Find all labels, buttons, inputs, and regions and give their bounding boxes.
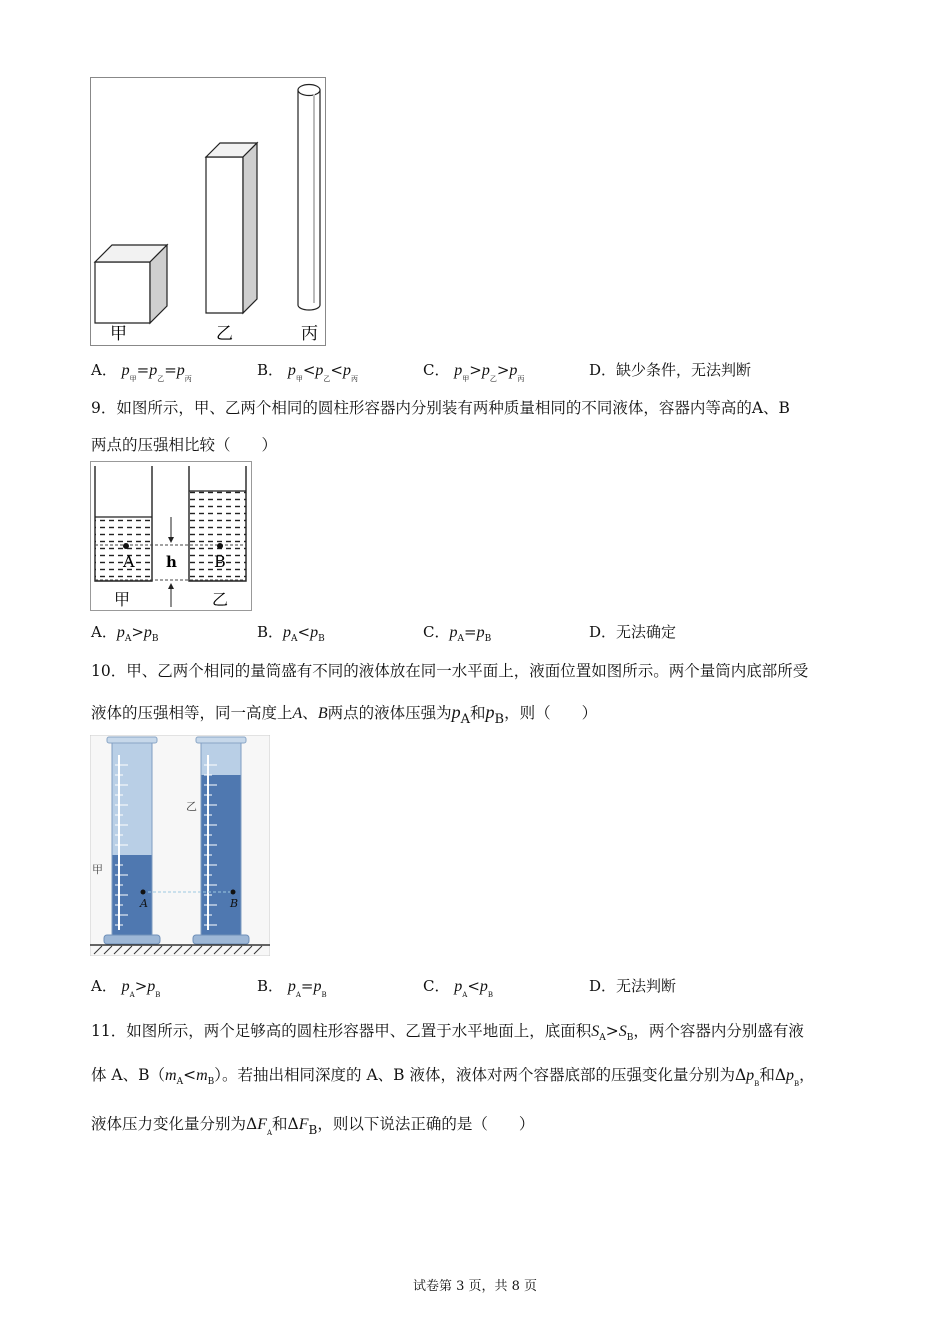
figure-q8-drawing [90,77,326,347]
figure-q9-drawing [90,461,252,611]
symbol-p: p [746,1067,755,1084]
symbol-p: p [287,978,296,995]
sub: B [155,991,161,999]
var-a: A [292,705,303,722]
figure-q10 [90,735,270,956]
point-a-label: A [123,552,135,571]
operator: < [297,623,311,641]
symbol-m: m [196,1067,208,1084]
symbol-p: p [786,1067,795,1084]
sub: 丙 [184,375,192,383]
text: ， [799,1066,815,1084]
symbol-p: p [476,624,485,641]
symbol-p: p [116,624,125,641]
text: 、 [302,704,318,722]
sub: B [151,634,159,644]
sub: 甲 [129,375,137,383]
symbol-p: p [313,978,322,995]
symbol-p: p [479,978,488,995]
label-jia: 甲 [110,324,127,344]
sub: A [599,1033,606,1043]
prism-yi [206,143,257,313]
option-letter: D． [589,623,617,641]
q8-option-b[interactable] [257,359,358,384]
symbol-s: S [591,1023,600,1040]
sub: A [291,634,298,644]
sub: 丙 [517,375,525,383]
cube-jia [95,245,167,323]
q9-stem-line2: 两点的压强相比较（ ） [91,436,278,454]
option-letter: A． [91,623,117,641]
option-letter: B． [257,977,284,995]
symbol-m: m [165,1067,177,1084]
q11-stem-line3 [91,1112,534,1137]
text: ）。若抽出相同深度的 A、B 液体，液体对两个容器底部的压强变化量分别为Δ [214,1066,747,1084]
var-b: B [317,705,328,722]
q10-option-b[interactable] [257,975,327,999]
sub: 乙 [323,375,331,383]
option-text: 无法判断 [616,977,677,995]
symbol-f: F [298,1116,309,1133]
operator: = [463,623,477,641]
symbol-f: F [257,1116,267,1133]
q11-stem-line1 [91,1019,804,1043]
figure-q9 [90,461,252,611]
q9-option-b[interactable] [257,621,325,644]
operator: > [605,1022,619,1040]
sub: B [794,1080,800,1088]
sub: B [484,634,492,644]
container-jia-label: 甲 [114,590,131,609]
text: 液体压力变化量分别为Δ [91,1115,258,1133]
sub: B [321,991,327,999]
text: 和Δ [759,1066,787,1084]
sub: A [129,991,135,999]
operator: = [164,361,177,379]
option-text: 缺少条件，无法判断 [616,361,752,379]
text: 体 A、B（ [91,1066,166,1084]
symbol-p: p [342,362,351,379]
text: 两点的液体压强为 [327,704,452,722]
sub: A [457,634,464,644]
symbol-p: p [147,978,156,995]
sub: B [487,991,494,999]
text: 11．如图所示，两个足够高的圆柱形容器甲、乙置于水平地面上，底面积 [91,1022,592,1040]
sub: 乙 [489,375,497,383]
label-bing: 丙 [301,324,318,344]
sub: A [124,634,132,644]
sub: B [207,1077,215,1087]
option-letter: B． [257,623,284,641]
symbol-s: S [618,1023,627,1040]
label-yi: 乙 [216,324,233,344]
operator: < [467,977,480,995]
symbol-p: p [287,362,296,379]
sub: A [460,712,470,727]
option-letter: B． [257,361,284,379]
sub: B [754,1080,760,1088]
option-letter: C． [423,361,450,379]
sub: B [494,712,505,727]
option-letter: C． [423,977,450,995]
option-letter: D． [589,977,617,995]
text: ，则（ ） [504,704,598,722]
symbol-p: p [121,978,130,995]
symbol-p: p [509,362,518,379]
sub: 乙 [157,375,165,383]
operator: < [330,361,343,379]
q8-option-c[interactable] [423,359,524,384]
operator: > [131,623,144,641]
q10-option-c[interactable] [423,975,493,999]
symbol-p: p [454,978,463,995]
symbol-p: p [149,362,158,379]
operator: = [136,361,150,379]
symbol-p: p [454,362,463,379]
sub: B [626,1033,634,1043]
cylinder-bing [298,85,320,311]
symbol-p: p [481,362,490,379]
sub: B [308,1123,318,1137]
figure-q8 [90,77,326,347]
text: ，则以下说法正确的是（ ） [317,1115,535,1133]
container-yi-label: 乙 [212,590,229,609]
q9-option-a[interactable] [91,621,159,644]
figure-q10-drawing [90,735,270,956]
sub: A [462,991,468,999]
option-letter: C． [423,623,450,641]
symbol-p: p [485,702,495,722]
cylinder-yi-label: 乙 [186,800,197,813]
symbol-p: p [315,362,324,379]
q9-stem-line1: 9．如图所示，甲、乙两个相同的圆柱形容器内分别装有两种质量相同的不同液体，容器内等高的A、B [91,399,790,417]
sub: 甲 [295,375,303,383]
option-text: 无法确定 [616,623,677,641]
page-footer: 试卷第 3 页，共 8 页 [412,1279,538,1294]
sub: 甲 [462,375,470,383]
operator: > [134,977,148,995]
point-a-label: A [140,897,148,910]
option-letter: A． [91,361,117,379]
q9-option-d[interactable] [589,621,676,642]
symbol-p: p [451,702,461,722]
q10-stem-line1: 10．甲、乙两个相同的量筒盛有不同的液体放在同一水平面上，液面位置如图所示。两个量筒内底部所受 [91,662,809,680]
sub: A [295,991,301,999]
text: 和Δ [272,1115,299,1133]
height-label: h [166,553,177,571]
text: 液体的压强相等，同一高度上 [91,704,293,722]
option-letter: D． [589,361,617,379]
option-letter: A． [91,977,117,995]
cylinder-jia-label: 甲 [92,863,103,876]
point-b-label: B [230,897,239,910]
sub: A [266,1129,273,1137]
symbol-p: p [283,624,292,641]
operator: < [183,1066,197,1084]
text: ，两个容器内分别盛有液 [633,1022,804,1040]
q10-option-a[interactable] [91,975,160,999]
operator: > [496,361,510,379]
symbol-p: p [121,362,130,379]
q9-option-c[interactable] [423,621,491,644]
sub: B [318,634,325,644]
sub: 丙 [350,375,358,383]
operator: > [469,361,482,379]
symbol-p: p [449,624,458,641]
q8-option-d[interactable] [589,359,751,380]
q8-option-a[interactable] [91,359,192,384]
operator: = [300,977,314,995]
symbol-p: p [176,362,185,379]
q10-stem-line2 [91,701,597,727]
symbol-p: p [143,624,152,641]
operator: < [302,361,316,379]
sub: A [176,1077,184,1087]
point-b-label: B [214,552,226,571]
q10-option-d[interactable] [589,975,676,996]
symbol-p: p [310,624,319,641]
q11-stem-line2 [91,1063,815,1088]
text: 和 [470,704,486,722]
